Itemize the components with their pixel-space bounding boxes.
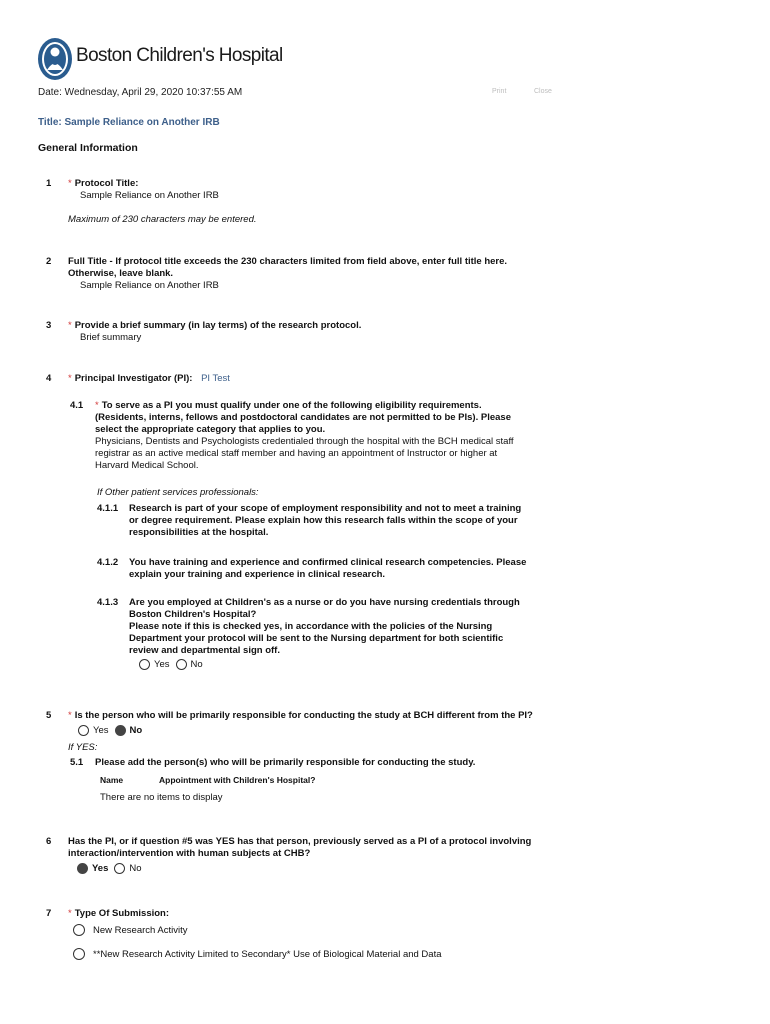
- section-heading: General Information: [38, 142, 138, 154]
- prior-pi-radio-group: [77, 863, 148, 874]
- required-marker: *: [68, 178, 72, 189]
- question-label: Please add the person(s) who will be primarily responsible for conducting the study.: [95, 757, 476, 768]
- question-label: interaction/intervention with human subjects at CHB?: [68, 848, 311, 859]
- question-label: responsibilities at the hospital.: [129, 527, 269, 538]
- subquestion-number: 4.1.2: [97, 557, 119, 568]
- radio-secondary-use[interactable]: [73, 948, 85, 960]
- question-label: You have training and experience and confirmed clinical research competencies. Please: [129, 557, 527, 568]
- question-label: Are you employed at Children's as a nurse or do you have nursing credentials through: [129, 597, 520, 608]
- question-label: select the appropriate category that applies to you.: [95, 424, 326, 435]
- subquestion-number: 4.1.3: [97, 597, 119, 608]
- question-label: Research is part of your scope of employment responsibility and not to meet a training: [129, 503, 522, 514]
- close-link[interactable]: Close: [534, 88, 552, 95]
- required-marker: *: [95, 400, 99, 411]
- question-number: 6: [46, 836, 52, 847]
- pi-name-link[interactable]: PI Test: [201, 373, 230, 384]
- radio-yes[interactable]: [78, 725, 89, 736]
- question-label: Department your protocol will be sent to the Nursing department for both scientific: [129, 633, 504, 644]
- question-label: Full Title - If protocol title exceeds the 230 characters limited from field above, enter full title here.: [68, 256, 508, 267]
- print-link[interactable]: Print: [492, 88, 507, 95]
- answer-text: Sample Reliance on Another IRB: [80, 190, 219, 201]
- question-number: 5: [46, 710, 52, 721]
- field-note: Maximum of 230 characters may be entered.: [68, 214, 257, 225]
- question-label: * Protocol Title:: [68, 178, 139, 189]
- brand-name: Boston Children's Hospital: [76, 45, 283, 66]
- option-label: **New Research Activity Limited to Secondary* Use of Biological Material and Data: [93, 948, 442, 960]
- question-label: Please note if this is checked yes, in accordance with the policies of the Nursing: [129, 621, 493, 632]
- question-label: explain your training and experience in clinical research.: [129, 569, 386, 580]
- question-number: 4: [46, 373, 52, 384]
- question-label: * To serve as a PI you must qualify under one of the following eligibility requirements.: [95, 400, 482, 411]
- nurse-radio-group: [139, 659, 209, 670]
- question-number: 2: [46, 256, 52, 267]
- question-label: review and departmental sign off.: [129, 645, 280, 656]
- required-marker: *: [68, 373, 72, 384]
- radio-yes-selected[interactable]: [77, 863, 88, 874]
- column-header-appointment: Appointment with Children's Hospital?: [159, 775, 316, 785]
- subquestion-number: 4.1: [70, 400, 84, 411]
- question-number: 1: [46, 178, 52, 189]
- answer-text: registrar as an active medical staff member and having an appointment of Instructor or higher at: [95, 448, 498, 459]
- column-header-name: Name: [100, 775, 124, 785]
- question-label: * Is the person who will be primarily responsible for conducting the study at BCH different from the PI?: [68, 710, 533, 721]
- question-label: (Residents, interns, fellows and postdoctoral candidates are not permitted to be PIs). Please: [95, 412, 511, 423]
- question-label: Otherwise, leave blank.: [68, 268, 174, 279]
- submission-option: [73, 948, 442, 960]
- different-person-radio-group: [78, 725, 148, 736]
- question-number: 7: [46, 908, 52, 919]
- hospital-logo-icon: [37, 37, 73, 81]
- subquestion-number: 4.1.1: [97, 503, 119, 514]
- option-label: New Research Activity: [93, 924, 188, 936]
- radio-no[interactable]: [176, 659, 187, 670]
- answer-text: Brief summary: [80, 332, 142, 343]
- radio-yes[interactable]: [139, 659, 150, 670]
- report-date: Date: Wednesday, April 29, 2020 10:37:55 AM: [38, 87, 243, 98]
- radio-no-label: No: [129, 725, 143, 736]
- submission-option: [73, 924, 188, 936]
- question-label: Boston Children's Hospital?: [129, 609, 257, 620]
- question-label: or degree requirement. Please explain how this research falls within the scope of your: [129, 515, 518, 526]
- radio-yes-label: Yes: [154, 659, 170, 670]
- conditional-note: If YES:: [68, 742, 98, 753]
- question-label: * Provide a brief summary (in lay terms) of the research protocol.: [68, 320, 362, 331]
- answer-text: Harvard Medical School.: [95, 460, 199, 471]
- question-number: 3: [46, 320, 52, 331]
- required-marker: *: [68, 710, 72, 721]
- radio-no-label: No: [190, 659, 203, 670]
- document-title: Title: Sample Reliance on Another IRB: [38, 117, 220, 128]
- question-label: * Type Of Submission:: [68, 908, 170, 919]
- answer-text: Sample Reliance on Another IRB: [80, 280, 219, 291]
- radio-yes-label: Yes: [92, 863, 109, 874]
- radio-new-research[interactable]: [73, 924, 85, 936]
- radio-no-selected[interactable]: [115, 725, 126, 736]
- empty-table-message: There are no items to display: [100, 792, 223, 803]
- question-label: * Principal Investigator (PI): PI Test: [68, 373, 230, 384]
- answer-text: Physicians, Dentists and Psychologists credentialed through the hospital with the BCH medical staff: [95, 436, 514, 447]
- required-marker: *: [68, 320, 72, 331]
- radio-yes-label: Yes: [93, 725, 109, 736]
- subquestion-number: 5.1: [70, 757, 84, 768]
- radio-no-label: No: [129, 863, 142, 874]
- question-label: Has the PI, or if question #5 was YES has that person, previously served as a PI of a protocol involving: [68, 836, 532, 847]
- conditional-note: If Other patient services professionals:: [97, 487, 259, 498]
- required-marker: *: [68, 908, 72, 919]
- radio-no[interactable]: [114, 863, 125, 874]
